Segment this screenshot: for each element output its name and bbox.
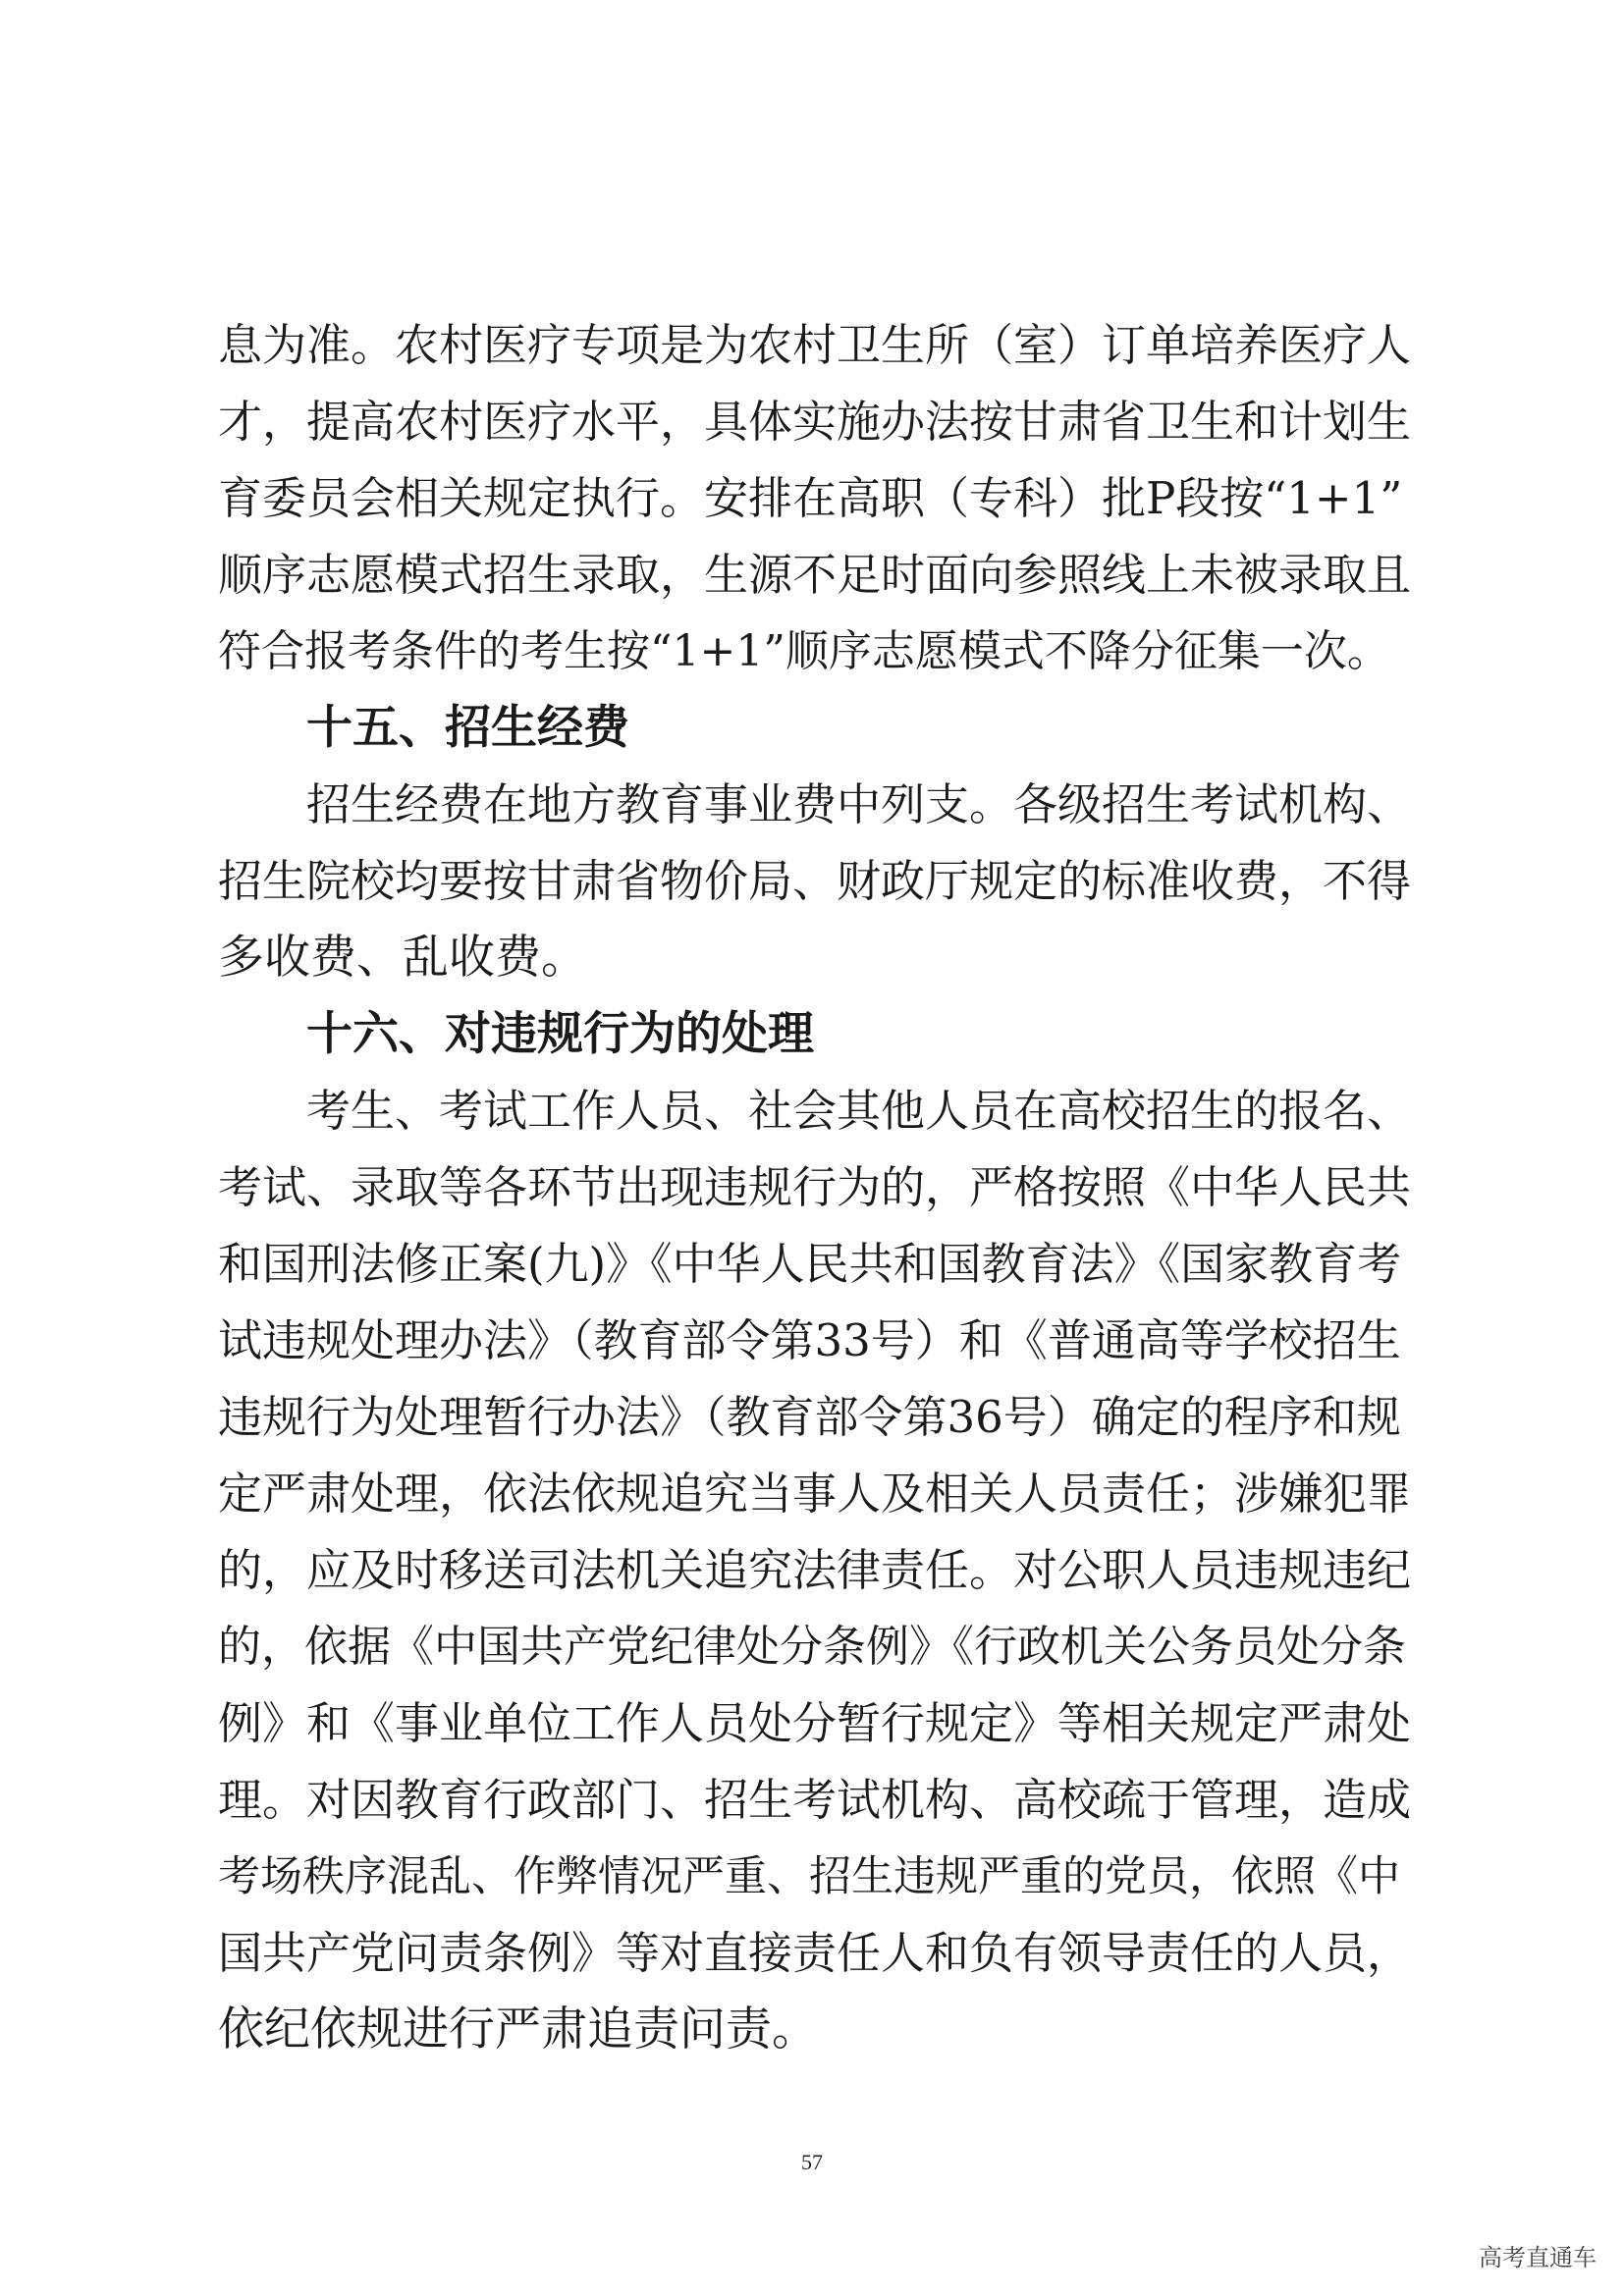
body-text-line: 考试、录取等各环节出现违规行为的，严格按照《中华人民共 xyxy=(218,1161,1412,1213)
body-text-line: 招生院校均要按甘肃省物价局、财政厅规定的标准收费，不得 xyxy=(218,855,1412,907)
section-heading-funding: 十五、招生经费 xyxy=(306,701,629,755)
body-text-line: 多收费、乱收费。 xyxy=(218,931,587,985)
body-text-line: 考场秩序混乱、作弊情况严重、招生违规严重的党员，依照《中 xyxy=(218,1852,1400,1901)
body-text-line: 考生、考试工作人员、社会其他人员在高校招生的报名、 xyxy=(306,1085,1412,1137)
body-text-line: 定严肃处理，依法依规追究当事人及相关人员责任；涉嫌犯罪 xyxy=(218,1468,1412,1520)
body-text-line: 国共产党问责条例》等对直接责任人和负有领导责任的人员， xyxy=(218,1927,1412,1979)
body-text-line: 才，提高农村医疗水平，具体实施办法按甘肃省卫生和计划生 xyxy=(218,396,1412,448)
body-text-line: 试违规处理办法》（教育部令第33号）和《普通高等学校招生 xyxy=(218,1314,1401,1366)
body-text-line: 育委员会相关规定执行。安排在高职（专科）批P段按“1+1” xyxy=(218,472,1403,524)
body-text-line: 顺序志愿模式招生录取，生源不足时面向参照线上未被录取且 xyxy=(218,549,1412,601)
body-text-line: 符合报考条件的考生按“1+1”顺序志愿模式不降分征集一次。 xyxy=(218,626,1390,676)
page-number: 57 xyxy=(801,2150,823,2174)
body-text-line: 的，应及时移送司法机关追究法律责任。对公职人员违规违纪 xyxy=(218,1544,1412,1596)
body-text-line: 招生经费在地方教育事业费中列支。各级招生考试机构、 xyxy=(306,778,1412,830)
body-text-line: 和国刑法修正案(九)》《中华人民共和国教育法》《国家教育考 xyxy=(218,1238,1402,1290)
body-text-line: 息为准。农村医疗专项是为农村卫生所（室）订单培养医疗人 xyxy=(218,319,1412,371)
body-text-line: 依纪依规进行严肃追责问责。 xyxy=(218,2002,818,2056)
body-text-line: 例》和《事业单位工作人员处分暂行规定》等相关规定严肃处 xyxy=(218,1697,1412,1749)
body-text-line: 理。对因教育行政部门、招生考试机构、高校疏于管理，造成 xyxy=(218,1774,1412,1826)
section-heading-violations: 十六、对违规行为的处理 xyxy=(306,1007,814,1061)
body-text-line: 的，依据《中国共产党纪律处分条例》《行政机关公务员处分条 xyxy=(218,1622,1406,1672)
watermark-label: 高考直通车 xyxy=(1473,2236,1602,2274)
body-text-line: 违规行为处理暂行办法》（教育部令第36号）确定的程序和规 xyxy=(218,1391,1401,1443)
